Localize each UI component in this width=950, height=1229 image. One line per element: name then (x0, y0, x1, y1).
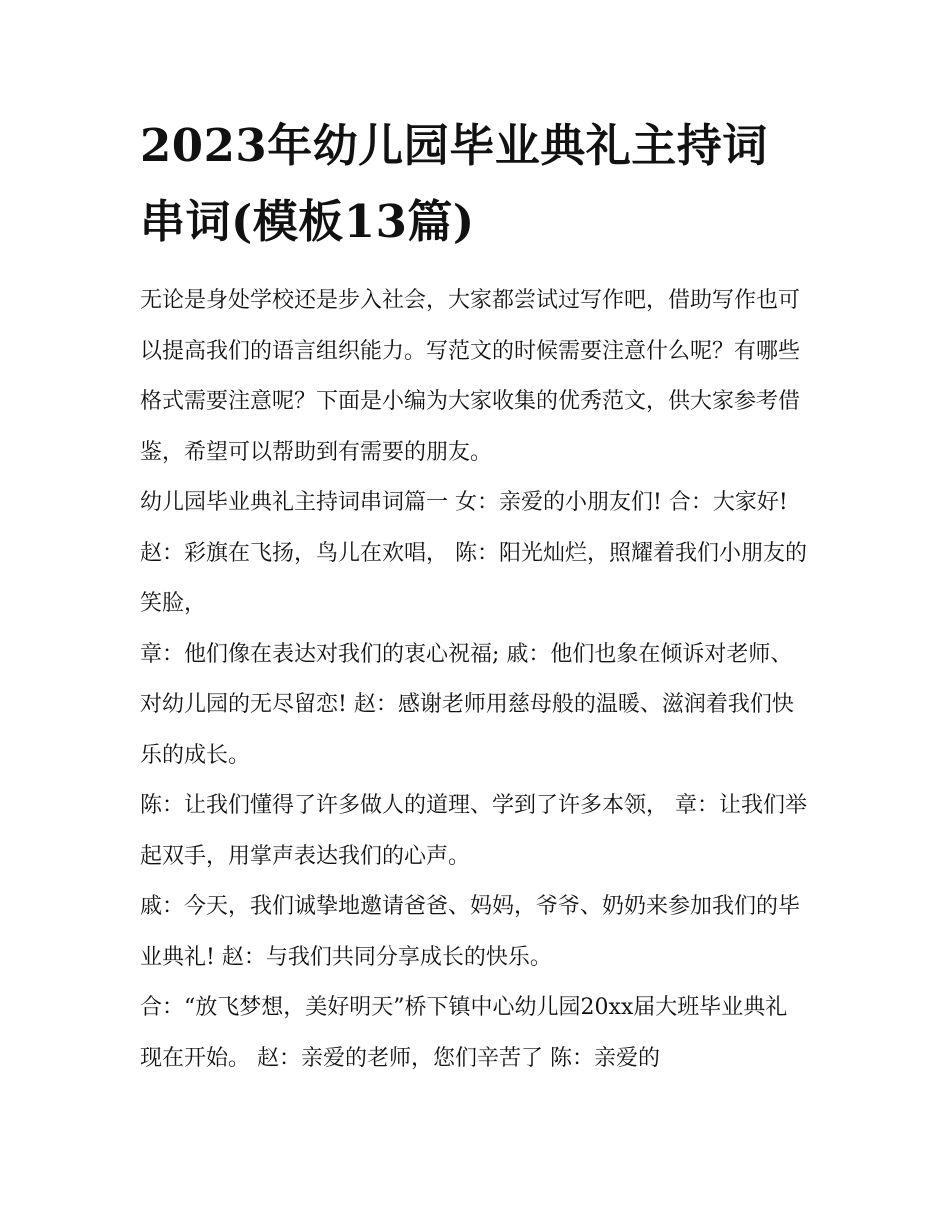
paragraph-lessons: 陈：让我们懂得了许多做人的道理、学到了许多本领， 章：让我们举起双手，用掌声表达我们的心声。 (140, 793, 807, 869)
document-title: 2023年幼儿园毕业典礼主持词串词(模板13篇) (140, 119, 768, 248)
paragraph-thanks: 章：他们像在表达对我们的衷心祝福; 戚：他们也象在倾诉对老师、对幼儿园的无尽留恋! 赵：感谢老师用慈母般的温暖、滋润着我们快乐的成长。 (140, 641, 794, 768)
paragraph-start: 合：“放飞梦想，美好明天”桥下镇中心幼儿园20xx届大班毕业典礼 现在开始。 赵：亲爱的老师，您们辛苦了 陈：亲爱的 (140, 995, 788, 1071)
paragraph-invitation: 戚：今天，我们诚挚地邀请爸爸、妈妈，爷爷、奶奶来参加我们的毕业典礼! 赵：与我们共同分享成长的快乐。 (140, 894, 801, 970)
document-body (140, 276, 812, 1084)
paragraph-opening: 幼儿园毕业典礼主持词串词篇一 女：亲爱的小朋友们! 合：大家好! 赵：彩旗在飞扬，鸟儿在欢唱， 陈：阳光灿烂，照耀着我们小朋友的笑脸， (140, 490, 807, 616)
document-page (140, 108, 812, 1084)
paragraph-intro: 无论是身处学校还是步入社会，大家都尝试过写作吧，借助写作也可以提高我们的语言组织能力。写范文的时候需要注意什么呢？有哪些格式需要注意呢？下面是小编为大家收集的优秀范文，供大家参考借鉴，希望可以帮助到有需要的朋友。 (140, 288, 801, 465)
